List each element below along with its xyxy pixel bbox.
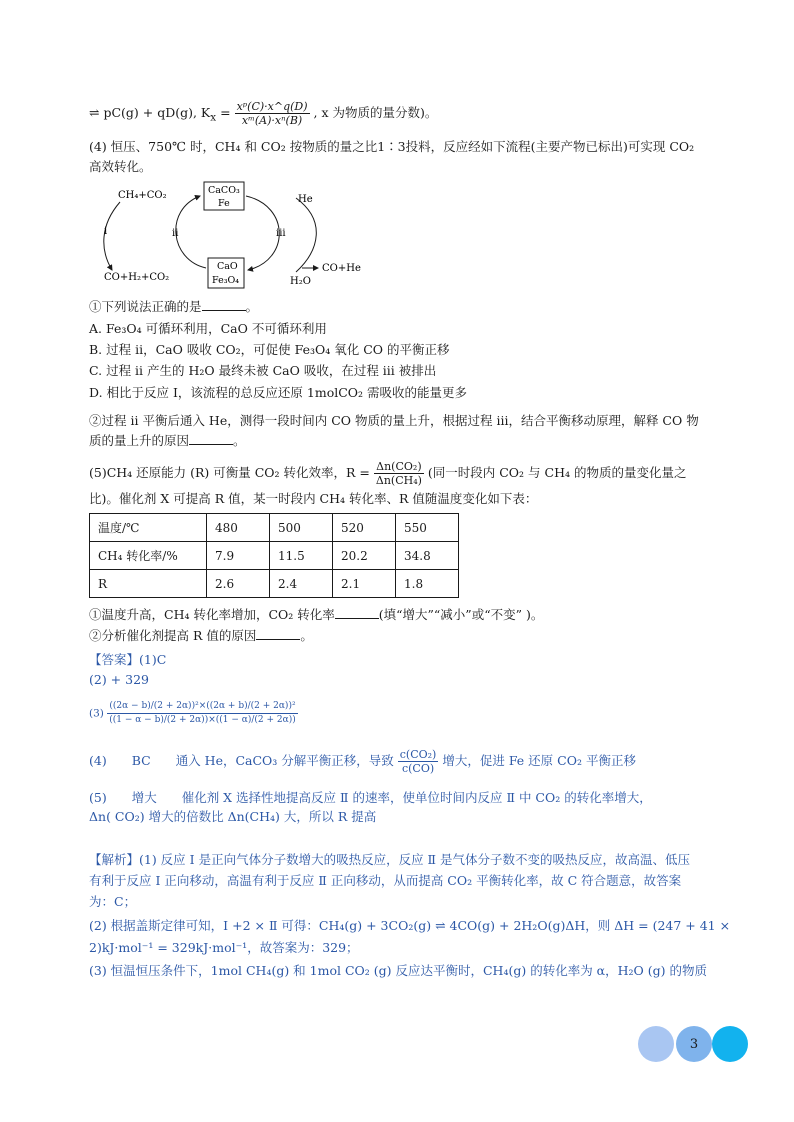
q4-2-end: 。 <box>233 433 246 448</box>
table-cell: 2.1 <box>333 570 396 598</box>
q4-text-line1: (4) 恒压、750℃ 时，CH₄ 和 CO₂ 按物质的量之比1∶3投料，反应经如下流程(主要产物已标出)可实现 CO₂ <box>89 139 695 154</box>
flow-diagram <box>100 180 370 290</box>
a3-n2: (2α + b)/(2 + 2α) <box>209 701 289 711</box>
kx-numerator: xᵖ(C)·x^q(D) <box>236 100 308 113</box>
answer-1: (1)C <box>139 652 167 667</box>
table-row <box>90 570 459 598</box>
q4-2-line2 <box>89 432 246 450</box>
q5-line1 <box>89 460 686 487</box>
answer-3-label: (3) <box>89 707 104 720</box>
table-cell: 11.5 <box>270 542 333 570</box>
a3-n1: (2α − b)/(2 + 2α) <box>112 701 192 711</box>
table-cell: 480 <box>207 514 270 542</box>
table-cell: 500 <box>270 514 333 542</box>
analysis-line-2: 有利于反应 Ⅰ 正向移动，高温有利于反应 Ⅱ 正向移动，从而提高 CO₂ 平衡转化率，故 C 符合题意，故答案 <box>89 873 682 888</box>
top-formula <box>89 100 437 127</box>
a3-d1: (1 − α − b)/(2 + 2α) <box>112 715 205 725</box>
box-top-line2: Fe <box>218 198 230 209</box>
table-cell: 1.8 <box>396 570 459 598</box>
table-cell: 34.8 <box>396 542 459 570</box>
a3-d2: (1 − α)/(2 + 2α) <box>219 715 293 725</box>
analysis-line-1: 【解析】(1) 反应 Ⅰ 是正向气体分子数增大的吸热反应，反应 Ⅱ 是气体分子数不变的吸热反应，故高温、低压 <box>89 852 691 867</box>
table-cell: 2.4 <box>270 570 333 598</box>
answer-4-fraction <box>398 748 439 775</box>
kx-denominator: xᵐ(A)·xⁿ(B) <box>241 114 303 127</box>
label-step-ii: ii <box>172 228 179 239</box>
q5-post: (同一时段内 CO₂ 与 CH₄ 的物质的量变化量之 <box>427 465 687 480</box>
analysis-line-5: 2)kJ·mol⁻¹ = 329kJ·mol⁻¹，故答案为：329； <box>89 940 359 955</box>
q5-pre: (5)CH₄ 还原能力 (R) 可衡量 CO₂ 转化效率，R = <box>89 465 374 480</box>
table-cell: 7.9 <box>207 542 270 570</box>
table-row <box>90 542 459 570</box>
q5-1 <box>89 606 543 624</box>
table-cell: 520 <box>333 514 396 542</box>
q4-2-line2-text: 质的量上升的原因 <box>89 433 190 448</box>
answer-3-numerator: ((2α − b)/(2 + 2α))²×((2α + b)/(2 + 2α))² <box>107 700 298 714</box>
page-circle-dark <box>712 1026 748 1062</box>
q4-2-line1: ②过程 ii 平衡后通入 He，测得一段时间内 CO 物质的量上升，根据过程 iii，结合平衡移动原理，解释 CO 物 <box>89 413 699 428</box>
answer-3-denominator: ((1 − α − b)/(2 + 2α))×((1 − α)/(2 + 2α)) <box>109 715 296 725</box>
page-circle-light <box>638 1026 674 1062</box>
diagram-left-top: CH₄+CO₂ <box>118 190 167 201</box>
label-step-i: i <box>104 226 108 237</box>
r-denominator: Δn(CH₄) <box>375 474 422 487</box>
q5-1-post: (填“增大”“减小”或“不变” )。 <box>378 607 544 622</box>
answer-blank <box>335 606 379 619</box>
q5-1-pre: ①温度升高，CH₄ 转化率增加，CO₂ 转化率 <box>89 607 335 622</box>
q4-1-end: 。 <box>245 299 259 314</box>
arrow-step-iii <box>246 196 279 270</box>
table-cell: 温度/℃ <box>90 514 207 542</box>
formula-prefix: ⇌ pC(g) + qD(g), K <box>89 105 211 120</box>
answer-5-line2: Δn( CO₂) 增大的倍数比 Δn(CH₄) 大，所以 R 提高 <box>89 809 377 824</box>
diagram-h2o: H₂O <box>290 276 311 287</box>
table-row <box>90 514 459 542</box>
q5-line2: 比)。催化剂 X 可提高 R 值，某一时段内 CH₄ 转化率、R 值随温度变化如下表： <box>89 491 538 506</box>
table-cell: 20.2 <box>333 542 396 570</box>
box-bottom-line2: Fe₃O₄ <box>212 275 240 286</box>
answer-4-pre: (4) BC 通入 He，CaCO₃ 分解平衡正移，导致 <box>89 753 394 768</box>
q5-2-end: 。 <box>300 628 313 643</box>
q4-1-stem-text: ①下列说法正确的是 <box>89 299 202 314</box>
answer-head: 【答案】 <box>89 652 140 667</box>
diagram-co-he: CO+He <box>322 263 361 274</box>
arrow-he <box>296 198 316 272</box>
option-d: D. 相比于反应 Ⅰ，该流程的总反应还原 1molCO₂ 需吸收的能量更多 <box>89 385 468 400</box>
kx-fraction <box>235 100 310 127</box>
table-cell: 550 <box>396 514 459 542</box>
answer-5-line1: (5) 增大 催化剂 X 选择性地提高反应 Ⅱ 的速率，使单位时间内反应 Ⅱ 中 CO₂ 的转化率增大， <box>89 790 652 805</box>
box-top-line1: CaCO₃ <box>208 185 240 196</box>
r-fraction <box>374 460 424 487</box>
option-a: A. Fe₃O₄ 可循环利用，CaO 不可循环利用 <box>89 321 327 336</box>
q5-2-pre: ②分析催化剂提高 R 值的原因 <box>89 628 257 643</box>
analysis-line-4: (2) 根据盖斯定律可知，Ⅰ +2 × Ⅱ 可得：CH₄(g) + 3CO₂(g) ⇌ 4CO(g) + 2H₂O(g)ΔH，则 ΔH = (247 + 41 × <box>89 918 731 933</box>
answer-3 <box>89 700 298 727</box>
answer-4 <box>89 748 636 775</box>
temperature-table <box>89 513 459 598</box>
formula-suffix: , x 为物质的量分数)。 <box>313 105 438 120</box>
answer-2: (2) + 329 <box>89 672 149 687</box>
arrow-step-ii <box>176 196 206 268</box>
q4-1-stem <box>89 298 258 316</box>
box-bottom-line1: CaO <box>217 261 238 272</box>
q4-text-line2: 高效转化。 <box>89 159 152 174</box>
answer-blank <box>256 627 300 640</box>
page-circle-number <box>676 1026 712 1062</box>
analysis-line-3: 为：C； <box>89 894 137 909</box>
diagram-he: He <box>298 194 313 205</box>
label-step-iii: iii <box>276 228 286 239</box>
analysis-line-6: (3) 恒温恒压条件下，1mol CH₄(g) 和 1mol CO₂ (g) 反应达平衡时，CH₄(g) 的转化率为 α，H₂O (g) 的物质 <box>89 963 707 978</box>
diagram-left-bottom: CO+H₂+CO₂ <box>104 272 170 283</box>
answer-3-fraction <box>107 700 298 727</box>
page-number: 3 <box>689 1036 699 1052</box>
a4-numerator: c(CO₂) <box>399 748 437 761</box>
option-c: C. 过程 ii 产生的 H₂O 最终未被 CaO 吸收，在过程 iii 被排出 <box>89 363 437 378</box>
table-cell: 2.6 <box>207 570 270 598</box>
answer-blank <box>189 432 233 445</box>
q5-2 <box>89 627 313 645</box>
answer-line-1 <box>89 651 166 669</box>
flow-diagram-svg <box>100 180 370 290</box>
a4-denominator: c(CO) <box>401 762 435 775</box>
table-cell: CH₄ 转化率/% <box>90 542 207 570</box>
formula-eq: = <box>216 105 235 120</box>
answer-4-post: 增大，促进 Fe 还原 CO₂ 平衡正移 <box>442 753 636 768</box>
r-numerator: Δn(CO₂) <box>374 460 424 474</box>
formula-sub: x <box>210 111 217 124</box>
option-b: B. 过程 ii，CaO 吸收 CO₂，可促使 Fe₃O₄ 氧化 CO 的平衡正移 <box>89 342 450 357</box>
table-cell: R <box>90 570 207 598</box>
answer-blank <box>202 298 246 311</box>
